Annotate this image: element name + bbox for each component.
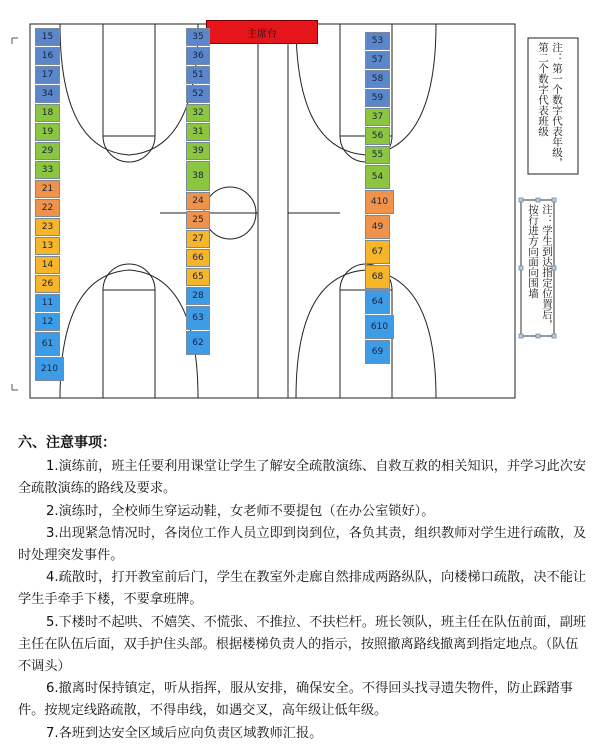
- class-cell: 19: [35, 123, 60, 141]
- precautions-section: [18, 432, 588, 745]
- stage-label: 主席台: [206, 20, 318, 44]
- class-cell: 27: [186, 230, 210, 248]
- class-cell: 210: [35, 357, 64, 381]
- class-cell: 17: [35, 66, 60, 84]
- class-cell: 37: [365, 108, 390, 126]
- class-cell: 67: [365, 240, 390, 264]
- class-cell: 66: [186, 249, 210, 267]
- class-cell: 32: [186, 104, 210, 122]
- class-cell: 410: [365, 190, 394, 214]
- class-cell: 61: [35, 332, 60, 356]
- class-cell: 35: [186, 28, 210, 46]
- class-cell: 56: [365, 127, 390, 145]
- note-item-3: 3.出现紧急情况时，各岗位工作人员立即到岗到位，各负其责，组织教师对学生进行疏散，及时处理突发事件。: [18, 525, 587, 564]
- class-cell: 13: [35, 237, 60, 255]
- class-cell: 34: [35, 85, 60, 103]
- class-cell: 49: [365, 215, 390, 239]
- class-cell: 69: [365, 340, 390, 364]
- class-cell: 54: [365, 165, 390, 189]
- note-item-5: 5.下楼时不起哄、不嬉笑、不慌张、不推拉、不扶栏杆。班长领队，班主任在队伍前面，副班主任在队伍后面，双手护住头部。根据楼梯负责人的指示，按照撤离路线撤离到指定地点。（队伍不调头）: [18, 614, 587, 675]
- note-item-7: 7.各班到达安全区域后应向负责区域教师汇报。: [46, 725, 323, 741]
- note-grade-class: 注：第一个数字代表年级，第二个数字代表班级: [537, 42, 563, 168]
- class-cell: 23: [35, 218, 60, 236]
- note-face-wall: 注：学生到达指定位置后，按行进方向面向围墙: [527, 204, 553, 330]
- class-cell: 31: [186, 123, 210, 141]
- class-cell: 12: [35, 313, 60, 331]
- note-item-6: 6.撤离时保持镇定，听从指挥，服从安排，确保安全。不得回头找寻遗失物件，防止踩踏事件。按规定线路疏散，不得串线，如遇交叉，高年级让低年级。: [18, 681, 573, 719]
- class-cell: 22: [35, 199, 60, 217]
- class-cell: 36: [186, 47, 210, 65]
- class-cell: 11: [35, 294, 60, 312]
- class-cell: 57: [365, 51, 390, 69]
- note-item-1: 1.演练前，班主任要利用课堂让学生了解安全疏散演练、自救互救的相关知识，并学习此次安全疏散演练的路线及要求。: [18, 459, 587, 497]
- note-item-2: 2.演练时，全校师生穿运动鞋，女老师不要提包（在办公室锁好）。: [46, 503, 435, 519]
- class-cell: 59: [365, 89, 390, 107]
- class-cell: 21: [35, 180, 60, 198]
- class-cell: 16: [35, 47, 60, 65]
- class-cell: 58: [365, 70, 390, 88]
- class-cell: 25: [186, 211, 210, 229]
- class-cell: 51: [186, 66, 210, 84]
- class-cell: 33: [35, 161, 60, 179]
- class-cell: 55: [365, 146, 390, 164]
- class-cell: 15: [35, 28, 60, 46]
- class-cell: 65: [186, 268, 210, 286]
- class-cell: 24: [186, 192, 210, 210]
- class-cell: 39: [186, 142, 210, 160]
- class-cell: 68: [365, 265, 390, 289]
- class-cell: 26: [35, 275, 60, 293]
- class-cell: 28: [186, 287, 210, 305]
- class-cell: 62: [186, 331, 210, 355]
- note-item-4: 4.疏散时，打开教室前后门，学生在教室外走廊自然排成两路纵队，向楼梯口疏散，决不能让学生手牵手下楼，不要拿班牌。: [18, 570, 587, 608]
- class-cell: 610: [365, 315, 394, 339]
- class-cell: 63: [186, 306, 210, 330]
- section-heading: 六、注意事项：: [18, 435, 116, 451]
- class-cell: 29: [35, 142, 60, 160]
- class-cell: 14: [35, 256, 60, 274]
- class-cell: 52: [186, 85, 210, 103]
- class-cell: 64: [365, 290, 390, 314]
- class-cell: 38: [186, 161, 210, 191]
- class-cell: 18: [35, 104, 60, 122]
- class-cell: 53: [365, 32, 390, 50]
